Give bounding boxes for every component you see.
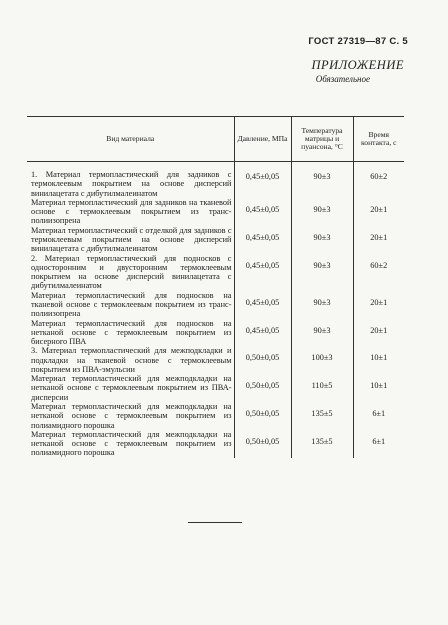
material-cell: Материал термопластический для межподкладки на нетканой основе с термоклеевым покрытием из ПВА-дисперсии (31, 374, 232, 402)
temperature-cell: 90±3 (291, 198, 353, 226)
materials-table (27, 116, 404, 458)
time-cell: 60±2 (353, 254, 404, 291)
pressure-cell: 0,45±0,05 (234, 254, 291, 291)
column-header-pressure: Давление, МПа (234, 117, 291, 162)
table-row (27, 291, 404, 319)
temperature-cell: 90±3 (291, 226, 353, 254)
material-cell: Материал термопластический для подносков на тканевой основе с термоклеевым покрытием из трансполиизопрена (31, 290, 232, 319)
pressure-cell: 0,45±0,05 (234, 198, 291, 226)
material-cell: Материал термопластический для задников на тканевой основе с термоклеевым покрытием из трансполиизопрена (31, 197, 232, 226)
pressure-cell: 0,45±0,05 (234, 319, 291, 347)
time-cell: 20±1 (353, 291, 404, 319)
material-cell: Материал термопластический для межподкладки на нетканой основе с термоклеевым покрытием из полиамидного порошка (31, 429, 232, 458)
material-cell: 2. Материал термопластический для подносков с односторонним и двусторонним термоклеевым покрытием на основе дисперсий винилацетата с дибутилмалеинатом (31, 253, 232, 291)
time-cell: 6±1 (353, 430, 404, 458)
appendix-subtitle: Обязательное (315, 74, 370, 84)
column-header-temperature: Температура матрицы и пуансона, °С (291, 117, 353, 162)
column-header-material: Вид материала (27, 117, 234, 162)
table-row (27, 346, 404, 374)
pressure-cell: 0,50±0,05 (234, 374, 291, 402)
table-row (27, 226, 404, 254)
table-row (27, 430, 404, 458)
pressure-cell: 0,50±0,05 (234, 346, 291, 374)
table-row (27, 374, 404, 402)
table-row (27, 162, 404, 198)
document-header: ГОСТ 27319—87 С. 5 (308, 36, 408, 47)
temperature-cell: 100±3 (291, 346, 353, 374)
table-row (27, 254, 404, 291)
temperature-cell: 90±3 (291, 162, 353, 198)
closing-rule (188, 522, 242, 523)
temperature-cell: 135±5 (291, 430, 353, 458)
time-cell: 10±1 (353, 374, 404, 402)
time-cell: 10±1 (353, 346, 404, 374)
time-cell: 6±1 (353, 402, 404, 430)
material-cell: Материал термопластический с отделкой для задников с термоклеевым покрытием на основе дисперсий винилацетата с дибутилмалеинатом (31, 225, 232, 254)
temperature-cell: 90±3 (291, 291, 353, 319)
time-cell: 60±2 (353, 162, 404, 198)
pressure-cell: 0,45±0,05 (234, 162, 291, 198)
material-cell: Материал термопластический для подносков на нетканой основе с термоклеевым покрытием из бисерного ПВА (31, 318, 232, 347)
temperature-cell: 90±3 (291, 319, 353, 347)
table-row (27, 319, 404, 347)
temperature-cell: 135±5 (291, 402, 353, 430)
appendix-title: ПРИЛОЖЕНИЕ (311, 58, 404, 72)
temperature-cell: 110±5 (291, 374, 353, 402)
time-cell: 20±1 (353, 198, 404, 226)
pressure-cell: 0,45±0,05 (234, 291, 291, 319)
time-cell: 20±1 (353, 226, 404, 254)
material-cell: 1. Материал термопластический для задников с термоклеевым покрытием на основе дисперсий винилацетата с дибутилмалеинатом (31, 170, 232, 198)
pressure-cell: 0,50±0,05 (234, 402, 291, 430)
time-cell: 20±1 (353, 319, 404, 347)
material-cell: 3. Материал термопластический для межподкладки и подкладки на тканевой основе с термоклеевым покрытием из ПВА-эмульсии (31, 346, 232, 374)
column-header-time: Время контакта, с (353, 117, 404, 162)
table-header-row (27, 117, 404, 162)
temperature-cell: 90±3 (291, 254, 353, 291)
table-row (27, 198, 404, 226)
pressure-cell: 0,45±0,05 (234, 226, 291, 254)
table-row (27, 402, 404, 430)
pressure-cell: 0,50±0,05 (234, 430, 291, 458)
material-cell: Материал термопластический для межподкладки на нетканой основе с термоклеевым покрытием из полиамидного порошка (31, 402, 232, 430)
